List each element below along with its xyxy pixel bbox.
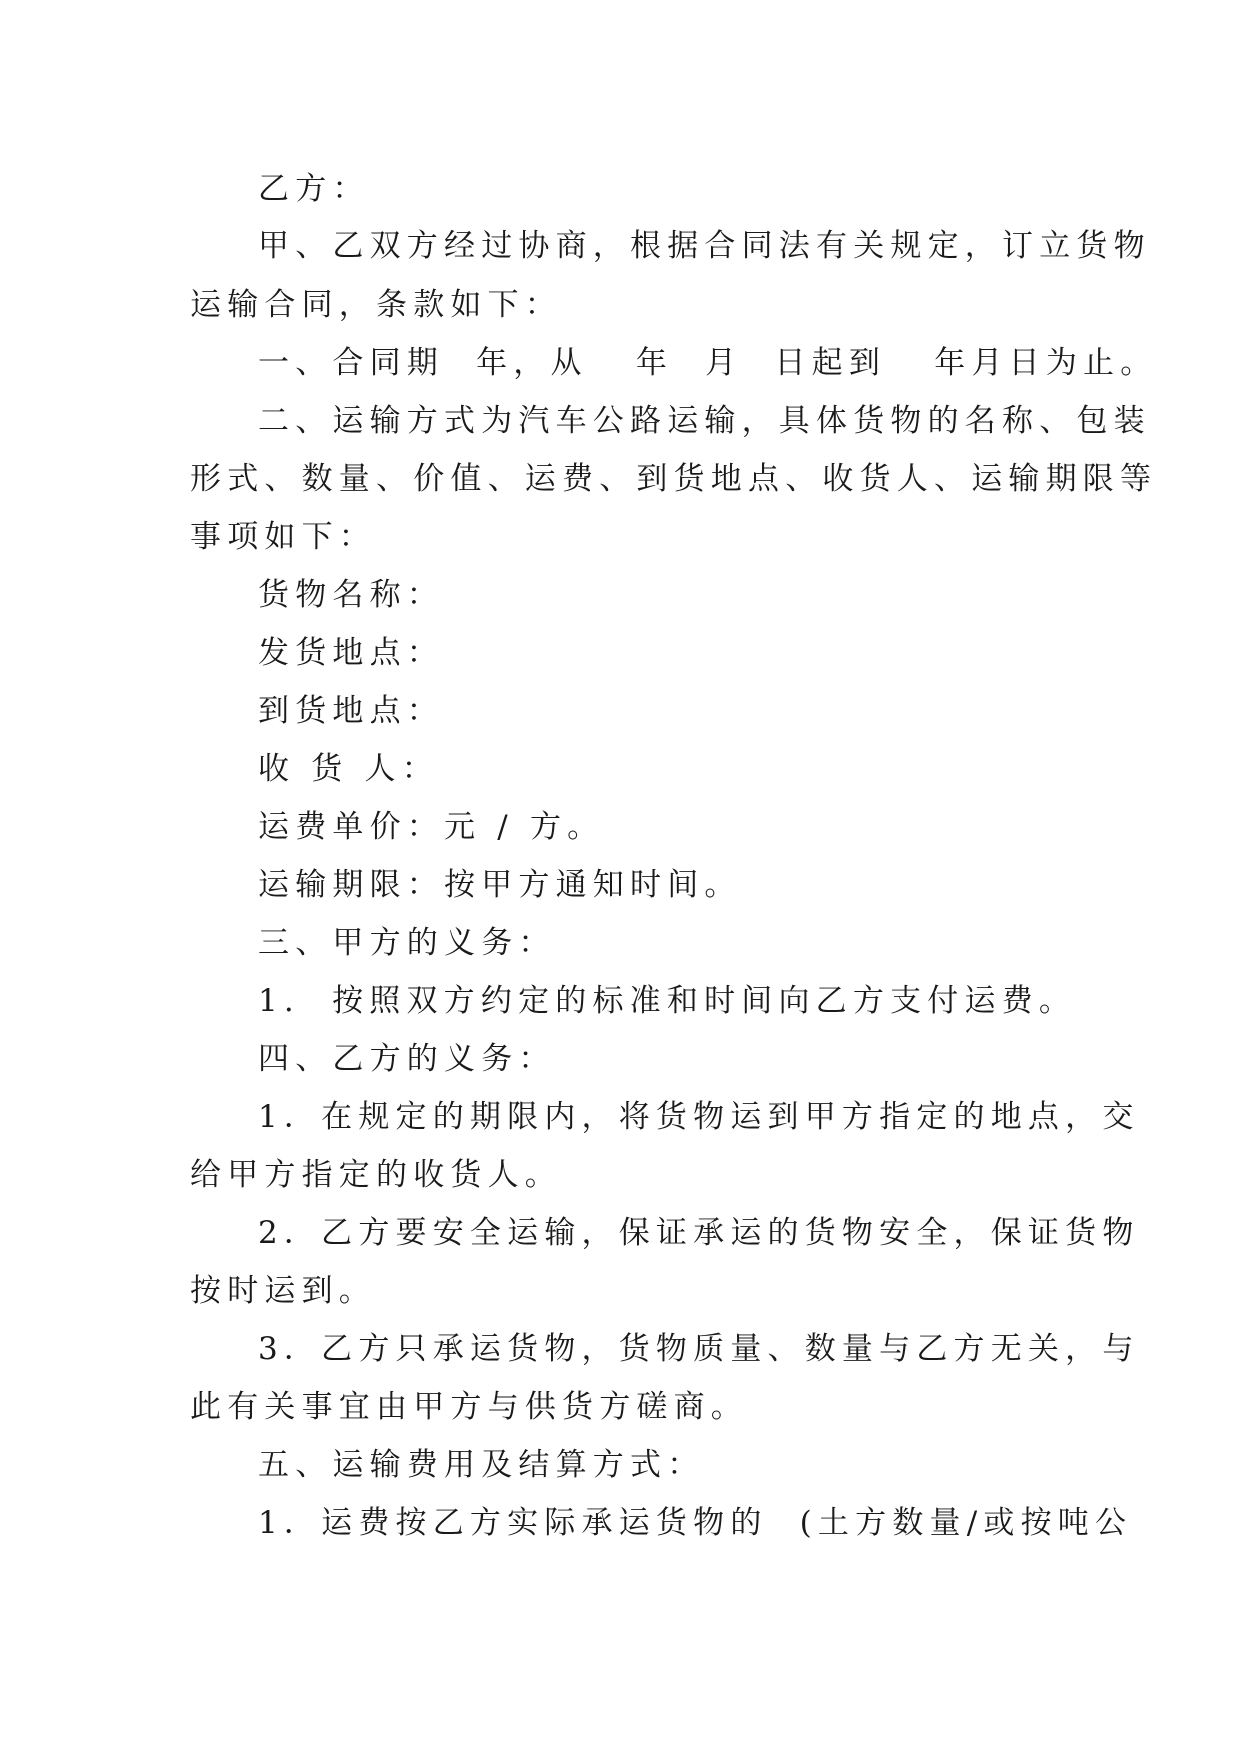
intro-paragraph-line-1: 甲、乙双方经过协商，根据合同法有关规定，订立货物 xyxy=(258,228,1151,264)
clause-5-item-1-line-1: 1．运费按乙方实际承运货物的 (土方数量/或按吨公 xyxy=(258,1505,1133,1541)
clause-2-line-1: 二、运输方式为汽车公路运输，具体货物的名称、包装 xyxy=(258,403,1151,439)
field-ship-to: 到货地点： xyxy=(258,693,444,729)
clause-4-item-2-line-1: 2．乙方要安全运输，保证承运的货物安全，保证货物 xyxy=(258,1215,1140,1251)
clause-4-item-1-line-1: 1．在规定的期限内，将货物运到甲方指定的地点，交 xyxy=(258,1099,1140,1135)
clause-4-item-3-line-1: 3．乙方只承运货物，货物质量、数量与乙方无关，与 xyxy=(258,1331,1140,1367)
clause-5-title: 五、运输费用及结算方式： xyxy=(258,1447,705,1483)
clause-1-contract-term: 一、合同期 年，从 年 月 日起到 年月日为止。 xyxy=(258,345,1158,381)
field-ship-from: 发货地点： xyxy=(258,635,444,671)
party-b-label: 乙方： xyxy=(258,171,370,207)
field-consignee: 收 货 人： xyxy=(258,751,439,787)
clause-3-title: 三、甲方的义务： xyxy=(258,925,556,961)
clause-4-item-1-line-2: 给甲方指定的收货人。 xyxy=(190,1157,562,1193)
field-goods-name: 货物名称： xyxy=(258,577,444,613)
clause-2-line-3: 事项如下： xyxy=(190,519,376,555)
clause-4-item-3-line-2: 此有关事宜由甲方与供货方磋商。 xyxy=(190,1389,748,1425)
clause-4-title: 四、乙方的义务： xyxy=(258,1041,556,1077)
clause-2-line-2: 形式、数量、价值、运费、到货地点、收货人、运输期限等 xyxy=(190,461,1158,497)
clause-3-item-1: 1. 按照双方约定的标准和时间向乙方支付运费。 xyxy=(258,983,1077,1019)
field-transport-period: 运输期限：按甲方通知时间。 xyxy=(258,867,742,903)
clause-4-item-2-line-2: 按时运到。 xyxy=(190,1273,376,1309)
field-unit-price: 运费单价：元 / 方。 xyxy=(258,809,605,845)
intro-paragraph-line-2: 运输合同，条款如下： xyxy=(190,287,562,323)
